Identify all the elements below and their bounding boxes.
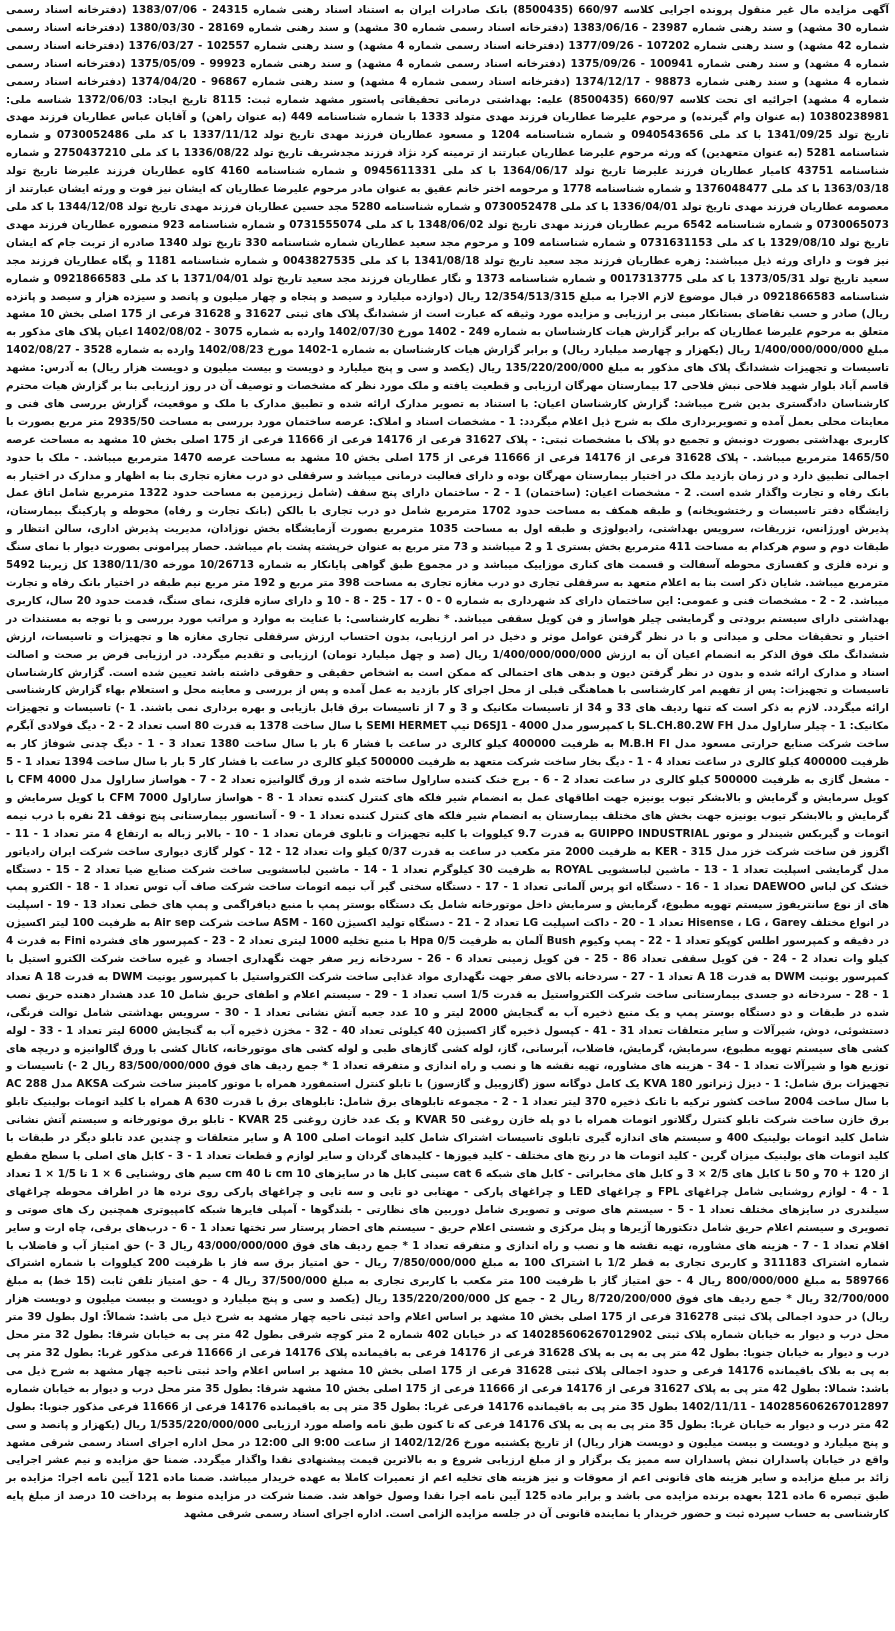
auction-notice-text: آگهی مزایده مال غیر منقول پرونده اجرایی کلاسه 660/97 (8500435) بانک صادرات ایران به استناد اسناد رهنی شماره 24315 - 1383/07/06 (دفترخانه اسناد رسمی شماره 30 مشهد) و سند رهنی شماره 23987 - 1383/06/16 (دفترخانه اسناد رسمی شماره 30 مشهد) و سند رهنی شماره 28169 - 1380/03/30 (دفترخانه اسناد رسمی شماره 42 مشهد) و سند رهنی شماره 107202 - 1377/09/26 (دفترخانه اسناد رسمی شماره 4 مشهد) و سند رهنی شماره 102557 - 1376/03/27 (دفترخانه اسناد رسمی شماره 4 مشهد) و سند رهنی شماره 100941 - 1375/09/26 (دفترخانه اسناد رسمی شماره 4 مشهد) و سند رهنی شماره 99923 - 1375/05/09 (دفترخانه اسناد رسمی شماره 4 مشهد) و سند رهنی شماره 98873 - 1374/12/17 (دفترخانه اسناد رسمی شماره 4 مشهد) و سند رهنی شماره 96867 - 1374/04/20 (دفترخانه اسناد رسمی شماره 4 مشهد) اجرائیه ای تحت کلاسه 660/97 (8500435) علیه: بهداشتی درمانی تحقیقاتی پاستور مشهد شماره ثبت: 8115 تاریخ ایجاد: 1372/06/03 شناسه ملی: 10380238981 (به عنوان وام گیرنده) و مرحوم علیرضا عطاریان فرزند مهدی متولد 1333 با شماره شناسنامه 449 (به عنوان راهن) و آقایان عباس عطاریان فرزند مهدی تاریخ تولد 1341/09/25 با کد ملی 0940543656 و شماره شناسنامه 1204 و مسعود عطاریان فرزند مهدی تاریخ تولد 1337/11/12 با کد ملی 0730052486 و شماره شناسنامه 5281 (به عنوان متعهدین) که ورثه مرحوم علیرضا عطاریان عبارتند از ترمینه کرد نژاد فرزند مجدشریف تاریخ تولد 1336/08/22 با کد ملی 2750437210 و شماره شناسنامه 43751 کامیار عطاریان فرزند علیرضا تاریخ تولد 1364/06/17 با کد ملی 0945611331 و شماره شناسنامه 4160 کاوه عطاریان فرزند علیرضا تاریخ تولد 1363/03/18 با کد ملی 1376048477 و شماره شناسنامه 1778 و مرحومه اختر خانم عقیق به عنوان مادر مرحوم علیرضا عطاریان که ایشان نیز فوت و ورثه ایشان عبارتند از معصومه عطاریان فرزند مهدی تاریخ تولد 1336/04/01 با کد ملی 0730052478 و شماره شناسنامه 5280 مجد حسین عطاریان فرزند مهدی تاریخ تولد 1344/12/08 با کد ملی 0730065073 و شماره شناسنامه 6542 مریم عطاریان فرزند مهدی تاریخ تولد 1348/06/02 با کد ملی 0731555074 و شماره شناسنامه 923 منصوره عطاریان فرزند مهدی تاریخ تولد 1329/08/10 با کد ملی 0731631153 و شماره شناسنامه 109 و مرحوم مجد سعید عطاریان شماره شناسنامه 330 تاریخ تولد 1340 صادره از تربت جام که ایشان نیز فوت و دارای ورثه ذیل میباشند: زهره عطاریان فرزند مجد سعید تاریخ تولد 1341/08/18 با کد ملی 0043827535 و شماره شناسنامه 1181 و پگاه عطاریان فرزند مجد سعید تاریخ تولد 1373/05/31 با کد ملی 0017313775 و شماره شناسنامه 1373 و نگار عطاریان فرزند مجد سعید تاریخ تولد 1371/04/01 با کد ملی 0921866583 و شماره شناسنامه 0921866583 در قبال موضوع لازم الاجرا به مبلغ 12/354/513/315 ریال (دوازده میلیارد و سیصد و پنجاه و چهار میلیون و پانصد و سیزده هزار و سیصد و پانزده ریال) صادر و حسب تقاضای بستانکار مبنی بر ارزیابی و مزایده مورد وثیقه که عبارت است از ششدانگ پلاک های ثبتی 31627 و 31628 فرعی از 175 اصلی بخش 10 مشهد متعلق به مرحوم علیرضا عطاریان که برابر گزارش هیات کارشناسان به شماره 249 - 1402 مورخ 1402/07/30 وارده به شماره 3075 - 1402/08/02 اعیان پلاک های مذکور به مبلغ 1/400/000/000/000 ریال (یکهزار و چهارصد میلیارد ریال) و برابر گزارش هیات کارشناسان به شماره 1-1402 مورخ 1402/08/23 وارده به شماره 3528 - 1402/08/27 تاسیسات و تجهیزات ششدانگ پلاک های مذکور به مبلغ 135/220/200/000 ریال (یکصد و سی و پنج میلیارد و دویست و بیست میلیون و دویست هزار ریال) به آدرس: مشهد قاسم آباد بلوار شهید فلاحی نبش فلاحی 17 بیمارستان مهرگان ارزیابی و قطعیت یافته و ملک مورد نظر که مشخصات و توصیف آن در روز ارزیابی بنا بر گزارش هیات محترم کارشناسان دادگستری بدین شرح میباشد: گزارش کارشناسان اعیان: با استناد به تصویر مدارک ارائه شده و تطبیق مدارک با ملک و موقعیت، گزارش بررسی های فنی و معاینات محلی بعمل آمده و تصویربرداری ملک به شرح ذیل اعلام میگردد: 1 - مشخصات اسناد و املاک: عرصه ساختمان مورد بررسی به مساحت 2935/50 متر مربع بصورت با کاربری بهداشتی بصورت دونبش و تجمیع دو پلاک با مشخصات ثبتی: - پلاک 31627 فرعی از 14176 فرعی از 11666 فرعی از 175 اصلی بخش 10 مشهد به مساحت عرصه 1465/50 مترمربع میباشد. - پلاک 31628 فرعی از 14176 فرعی از 11666 فرعی از 175 اصلی بخش 10 مشهد به مساحت عرصه 1470 مترمربع میباشد. - ملک با حدود اجمالی تطبیق دارد و در زمان بازدید ملک در اختیار بیمارستان مهرگان بوده و دارای فعالیت درمانی میباشد و سرقفلی دو درب مغازه تجاری بنا به اظهار و مدارک در اختیار به بانک رفاه و تجارت واگذار شده است. 2 - مشخصات اعیان: (ساختمان) 1 - 2 - ساختمان دارای پنج سقف (شامل زیرزمین به مساحت حدود 1322 مترمربع شامل اتاق عمل زایشگاه دفتر تاسیسات و رختشویخانه) و طبقه همکف به مساحت حدود 1702 مترمربع شامل دو درب تجاری با بالکن (بانک تجارت و رفاه) محوطه و پارکینگ بیمارستان، پذیرش اورژانس، تزریقات، سرویس بهداشتی، رادیولوژی و طبقه اول به مساحت 1035 مترمربع بصورت آزمایشگاه بخش نوزادان، مدیریت پذیرش اداری، سالن انتظار و طبقات دوم و سوم هرکدام به مساحت 411 مترمربع بخش بستری 1 و 2 میباشند و 73 متر مربع به عنوان خرپشته پشت بام میباشد. حصار پیرامونی بصورت دیوار با نمای سنگ و نرده فلزی و کفسازی محوطه آسفالت و قسمت های کناری موزاییک میباشد و در مجموع طبق گواهی پایانکار به شماره 10/26713 مورخه 1380/11/30 کل زیربنا 5492 مترمربع میباشد. شایان ذکر است بنا به اعلام متعهد به سرقفلی تجاری دو درب مغازه تجاری به مساحت 398 متر مربع و 192 متر مربع نیم طبقه در اختیار بانک رفاه و تجارت میباشد. 2 - 2 - مشخصات فنی و عمومی: این ساختمان دارای کد شهرداری به شماره 0 - 0 - 17 - 25 - 8 - 10 و دارای سازه فلزی، نمای سنگ، قدمت حدود 20 سال، کاربری بهداشتی دارای سیستم برودتی و گرمایشی چیلر هواساز و فن کویل سقفی میباشد. * نظریه کارشناسی: با عنایت به موارد و مراتب مورد بررسی و با توجه به مستندات در اختیار و تحقیقات محلی و میدانی و با در نظر گرفتن عوامل موثر و دخیل در امر ارزیابی، بدون احتساب ارزش سرقفلی تجاری مغازه ها و تجهیزات و تاسیسات، ارزش ششدانگ ملک فوق الذکر به انضمام اعیان آن به ارزش 1/400/000/000/000 ریال (صد و چهل میلیارد تومان) ارزیابی و تقدیم میگردد. در ارزیابی فرض بر صحت و اصالت اسناد و مدارک ارائه شده و بدون در نظر گرفتن دیون و بدهی های احتمالی که ممکن است به اشخاص حقیقی و حقوقی داشته باشد تعیین شده است. گزارش کارشناسان تاسیسات و تجهیزات: پس از تفهیم امر کارشناسی با هماهنگی قبلی از محل اجرای کار بازدید به عمل آمده و پس از بررسی و معاینه محل و استعلام بهاء گزارش کارشناسی ارائه میگردد. لازم به ذکر است که تنها ردیف های 33 و 34 از تاسیسات مکانیک و 3 و 7 از تاسیسات برق قابل بازیابی و بهره برداری نمی باشند. 1 -) تاسیسات و تجهیزات مکانیک: 1 - چیلر ساراول مدل SL.CH.80.2W FH با کمپرسور مدل D6SJ1 - 4000 تیپ SEMI HERMET با سال ساخت 1378 به قدرت 80 اسب تعداد 2 - 2 - دیگ فولادی آبگرم ساخت شرکت صنایع حرارتی مسعود مدل M.B.H FI به ظرفیت 400000 کیلو کالری در ساعت با فشار 6 بار با سال ساخت 1380 تعداد 3 - 1 - دیگ چدنی شوفاژ کار به ظرفیت 400000 کیلو کالری در ساعت تعداد 4 - 1 - دیگ بخار ساخت شرکت متعهد به ظرفیت 500000 کیلو کالری در ساعت با فشار کار 5 بار با سال ساخت 1394 تعداد 1 - 5 - مشعل گازی به ظرفیت 500000 کیلو کالری در ساعت تعداد 2 - 6 - برج خنک کننده ساراول ساخته شده از ورق گالوانیزه تعداد 2 - 7 - هواساز ساراول مدل CFM 4000 با کویل سرمایش و گرمایش و بالابشکر تیوب یونیزه جهت اطاقهای عمل به انضمام شیر فلکه های کنترل کننده تعداد 1 - 8 - هواساز ساراول CFM 7000 با کویل سرمایش و گرمایش و بالابشکر تیوب یونیزه جهت بخش های مختلف بیمارستان به انضمام شیر فلکه های کنترل کننده تعداد 1 - 9 - آسانسور بیمارستانی پنج توقف 21 نفره با درب نیمه اتومات و گیربکس شیندلر و موتور GUIPPO INDUSTRIAL به قدرت 9.7 کیلووات با کلیه تجهیزات و تابلوی فرمان تعداد 1 - 10 - بالابر زباله به ارتفاع 4 متر تعداد 1 - 11 - اگزوز فن ساخت شرکت خزر مدل KER - 315 به ظرفیت 2000 متر مکعب در ساعت به قدرت 0/37 کیلو وات تعداد 12 - 12 - کولر گازی دیواری ساخت شرکت ایران رادیاتور مدل گرمایشی اسپلیت تعداد 1 - 13 - ماشین لباسشویی ROYAL به ظرفیت 30 کیلوگرم تعداد 1 - 14 - ماشین لباسشویی ساخت شرکت صنایع ضیا تعداد 2 - 15 - دستگاه خشک کن لباس DAEWOO تعداد 1 - 16 - دستگاه اتو پرس آلمانی تعداد 1 - 17 - دستگاه سختی گیر آب نیمه اتومات ساخت شرکت صاف آب توس تعداد 1 - 18 - الکترو پمپ های از نوع سانتریفوژ سیستم تهویه مطبوع، گرمایش و سرمایش داخل موتورخانه شامل یک دستگاه بوستر پمپ با منبع دیافراگمی و پمپ های خطی تعداد 13 - 19 - اسپلیت در انواع مختلف Hisense ، LG ، Garey تعداد 1 - 20 - داکت اسپلیت LG تعداد 2 - 21 - دستگاه تولید اکسیژن ASM - 160 ساخت شرکت Air sep به ظرفیت 100 لیتر اکسیژن در دقیقه و کمپرسور اطلس کوپکو تعداد 1 - 22 - پمپ وکیوم Bush آلمان به ظرفیت Hpa 0/5 با منبع تخلیه 1000 لیتری تعداد 2 - 23 - کمپرسور های فشرده Fini به قدرت 4 کیلو وات تعداد 2 - 24 - فن کویل سقفی تعداد 86 - 25 - فن کویل زمینی تعداد 6 - 26 - سردخانه زیر صفر جهت نگهداری اجساد و غیره ساخت شرکت الکترو استیل با کمپرسور یونیت DWM به قدرت A 18 تعداد 1 - 27 - سردخانه بالای صفر جهت نگهداری مواد غذایی ساخت شرکت الکترواستیل با کمپرسور یونیت DWM به قدرت A 18 تعداد 1 - 28 - سردخانه دو جسدی بیمارستانی ساخت شرکت الکترواستیل به قدرت 1/5 اسب تعداد 1 - 29 - سیستم اعلام و اطفای حریق شامل 10 عدد هشدار دهنده حریق نصب شده در طبقات و دو دستگاه بوستر پمپ و یک منبع ذخیره آب به گنجایش 2000 لیتر و 10 عدد جعبه آتش نشانی تعداد 1 - 30 - سرویس بهداشتی شامل توالت فرنگی، دستشوئی، دوش، شیرآلات و سایر متعلقات تعداد 31 - 41 - کپسول ذخیره گاز اکسیژن 40 کیلوئی تعداد 40 - 32 - مخزن ذخیره آب به گنجایش 6000 لیتر تعداد 1 - 33 - لوله کشی های سیستم تهویه مطبوع، سرمایش، گرمایش، فاضلاب، آبرسانی، گاز، لوله کشی گازهای طبی و لوله کشی های موتورخانه، کانال کشی با ورق گالوانیزه و دریچه های توزیع هوا و شیرآلات تعداد 1 - 34 - هزینه های مشاوره، تهیه نقشه ها و نصب و راه اندازی و متفرقه تعداد 1 * جمع ردیف های فوق 83/500/000/000 ریال 2 -) تاسیسات و تجهیزات برق شامل: 1 - دیزل ژنراتور KVA 180 یک کامل دوگانه سوز (گازوییل و گازسوز) با تابلو کنترل استمفورد همراه با موتور کامینز ساخت شرکت AKSA مدل AC 288 با سال ساخت 2004 ساخت کشور ترکیه با تانک ذخیره 370 لیتر تعداد 1 - 2 - مجموعه تابلوهای برق شامل: تابلوهای برق با قدرت A 630 همراه با کلید اتومات بولینیک تابلو برق خازن ساخت شرکت تابلو کنترل رگلاتور اتومات همراه با دو پله خازن روغنی 50 KVAR و یک عدد خازن روغنی KVAR 25 - تابلو برق موتورخانه و سیستم آتش نشانی شامل کلید اتومات بولینیک 400 و سیستم های اندازه گیری تابلوی تاسیسات اشتراک شامل کلید اتومات اصلی A 100 و سایر متعلقات و چندین عدد تابلو دیگر در طبقات با کلید اتومات های بولینیک میزان گرین - کلید اتومات ها در رنج های مختلف - کلید فیوزها - کلیدهای گردان و سایر لوازم و قطعات تعداد 1 - 3 - کابل های اصلی با سطح مقطع از 120 + 70 و 50 تا کابل های 2/5 × 3 و کابل های مخابراتی - کابل های شبکه cat 6 سینی کابل ها در سایزهای cm 10 تا cm 40 سیم های روشنایی 6 × 1 تا 1/5 × 1 تعداد 1 - 4 - لوازم روشنایی شامل چراغهای FPL و چراغهای LED و چراغهای پارکی - مهتابی دو تایی و سه تایی و چراغهای پارکی روی نرده ها در اطراف محوطه چراغهای سیلندری در سایزهای مختلف تعداد 1 - 5 - سیستم های صوتی و تصویری شامل دوربین های نظارتی - بلندگوها - آمپلی فایرها شبکه کامپیوتری همچنین رک های صوتی و تصویری و سیستم اعلام حریق شامل دتکتورها آژیرها و پنل مرکزی و شستی اعلام حریق - سیستم های احضار پرستار سر تختها تعداد 1 - 6 - درب‌های برقی، چاه ارت و سایر اقلام تعداد 1 - 7 - هزینه های مشاوره، تهیه نقشه ها و نصب و راه اندازی و متفرقه تعداد 1 * جمع ردیف های فوق 43/000/000/000 ریال 3 -) حق امتیاز آب و فاضلاب با شماره اشتراک 311183 و کاربری تجاری به قطر 1/2 با اشتراک 100 به مبلغ 7/850/000/000 ریال - حق امتیاز برق سه فاز با ظرفیت 200 کیلووات با شماره اشتراک 589766 به مبلغ 800/000/000 ریال 4 - حق امتیاز گاز با ظرفیت 100 متر مکعب با کاربری تجاری به مبلغ 37/500/000 ریال 4 - حق امتیاز تلفن ثابت (15 خط) به مبلغ 32/700/000 ریال * جمع ردیف های فوق 8/720/200/000 ریال 2 - جمع کل 135/220/200/000 ریال (یکصد و سی و پنج میلیارد و دویست و بیست میلیون و دویست هزار ریال) در حدود اجمالی پلاک ثبتی 316278 فرعی از 175 اصلی بخش 10 مشهد بر اساس اعلام واحد ثبتی ناحیه چهار مشهد به شرح ذیل می باشد: شمالاً: اول بطول 39 متر محل درب و دیوار به خیابان شماره پلاک ثبتی 140285606267012902 که در خیابان 402 شماره 2 متر کوچه شرقی بطول 42 متر پی به خیابان شرقا: بطول 32 متر محل درب و دیوار به خیابان جنوبا: بطول 42 متر پی به پی به پلاک 31628 فرعی از 14176 فرعی به باقیمانده پلاک 14176 فرعی از 11666 فرعی مذکور غربا: بطول 32 متر پی به پی به بلاک باقیمانده 14176 فرعی و حدود اجمالی پلاک ثبتی 31628 فرعی از 175 اصلی بخش 10 مشهد بر اساس اعلام واحد ثبتی ناحیه چهار مشهد به شرح ذیل می باشد: شمالا: بطول 42 متر پی به پلاک 31627 فرعی از 14176 فرعی از 11666 فرعی از 175 اصلی بخش 10 مشهد شرقا: بطول 35 متر محل درب و دیوار به خیابان شماره 140285606267012897 - 1402/11/11 بطول 35 متر پی به باقیمانده 14176 فرعی غربا: بطول 35 متر پی به باقیمانده 14176 فرعی از 11666 فرعی مذکور جنوبا: بطول 42 متر درب و دیوار به خیابان غربا: بطول 35 متر پی به پی به پلاک 14176 فرعی که تا کنون طبق نامه واصله مورد ارزیابی 1/535/220/000/000 ریال (یکهزار و پانصد و سی و پنج میلیارد و دویست و بیست میلیون و دویست هزار ریال) از تاریخ یکشنبه مورخ 1402/12/26 از ساعت 9:00 الی 12:00 در محل اداره اجرای اسناد رسمی شرقی مشهد واقع در خیابان پاسداران نبش پاسداران سه ممیز یک برگزار و از مبلغ ارزیابی شروع و به بالاترین قیمت پیشنهادی نقدا واگذار میگردد. ضمنا حق مزایده و نیم عشر اجرایی زائد بر مبلغ مزایده و سایر هزینه های قانونی اعم از معوقات و نیز هزینه های تخلیه اعم از تعمیرات کاملا به عهده خریدار میباشد. ضمنا ماده 121 آیین نامه اجرا: مزایده بر طبق تبصره 6 ماده 121 بعهده برنده مزایده می باشد و برابر ماده 125 آیین نامه اجرا نقدا وصول خواهد شد. ضمنا شرکت در مزایده منوط به پرداخت 10 درصد از مبلغ پایه کارشناسی به حساب سپرده ثبت و حضور خریدار یا نماینده قانونی آن در جلسه مزایده الزامی است. اداره اجرای اسناد رسمی شرقی مشهد (6, 4, 890, 1521)
